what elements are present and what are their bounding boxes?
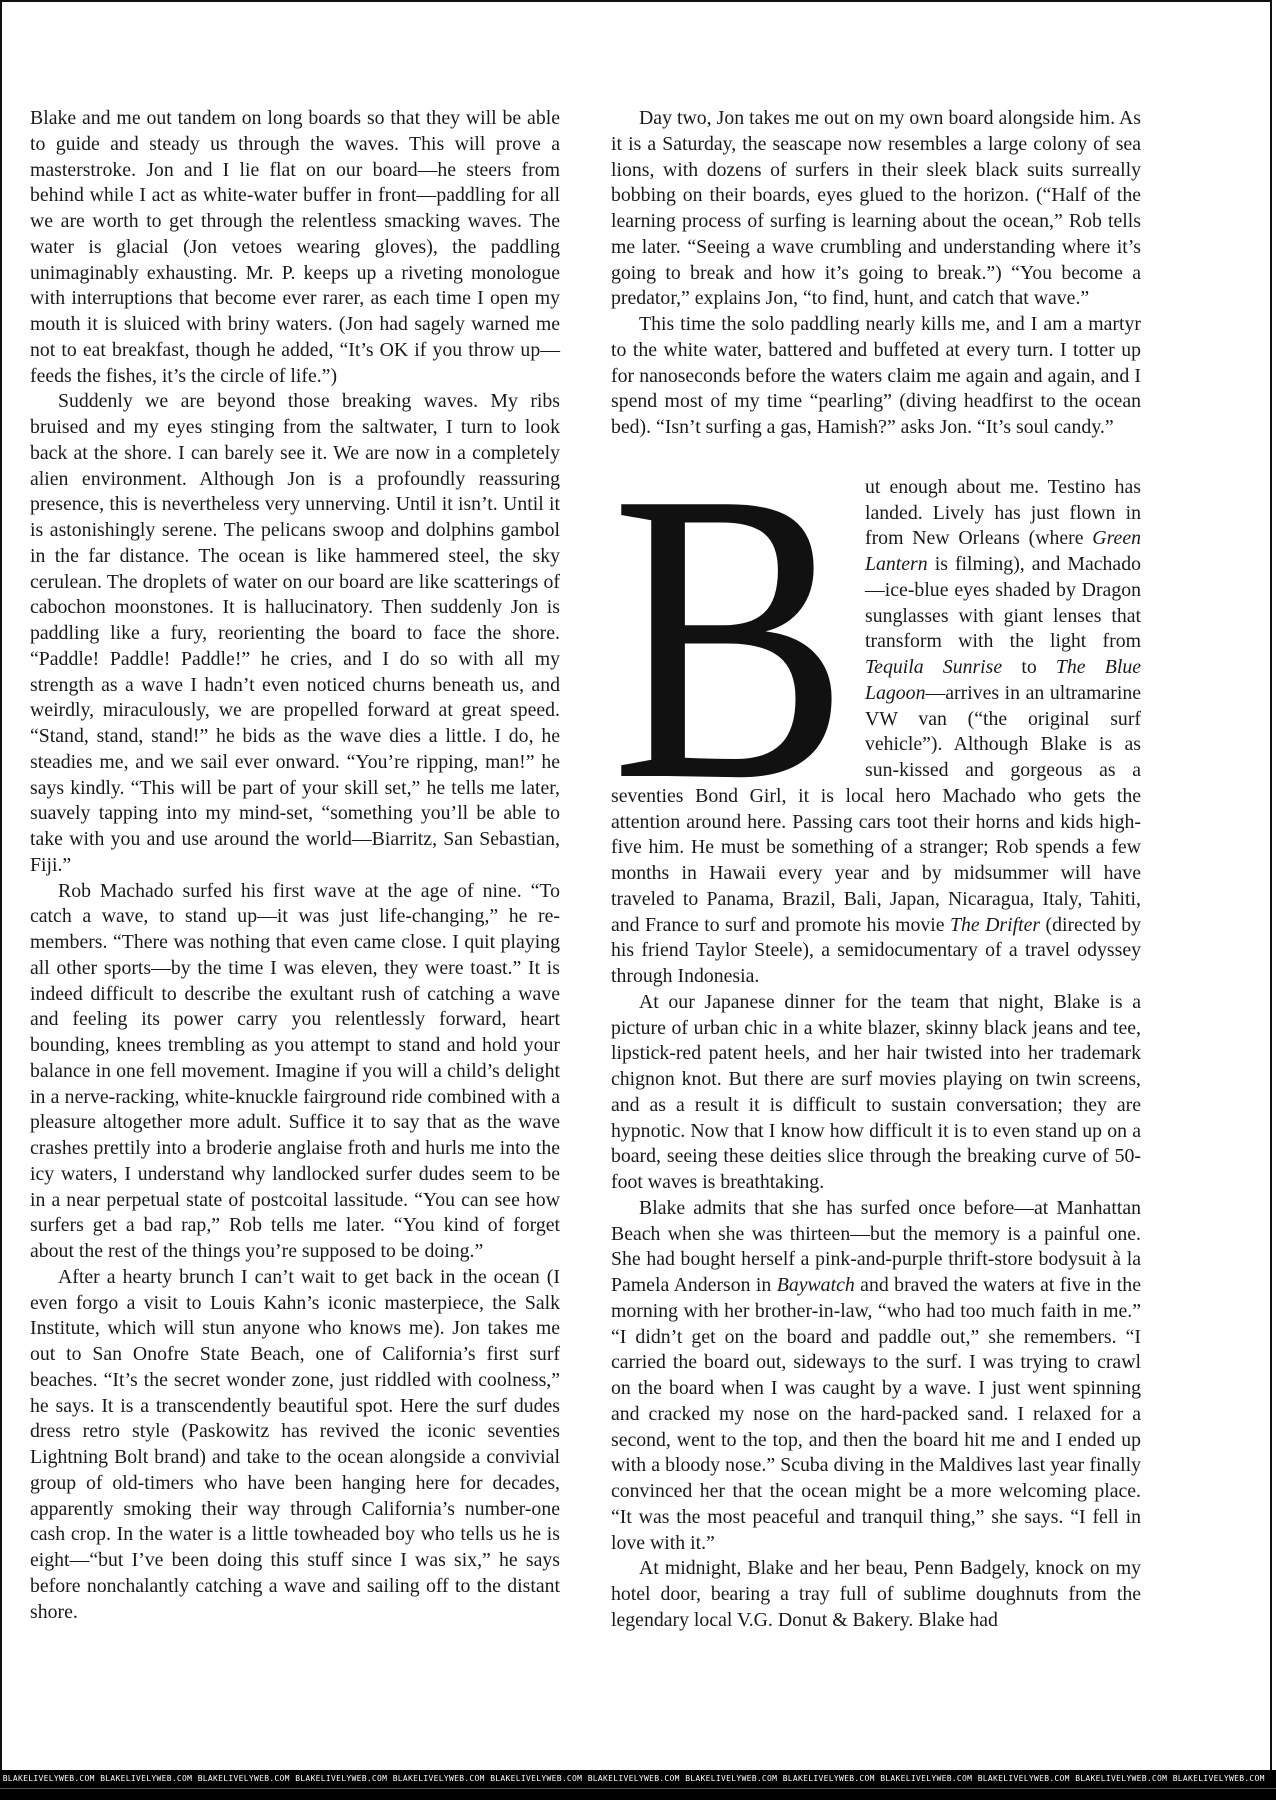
film-title: The Blue Lagoon xyxy=(865,656,1142,704)
text-run: Blake admits that she has surfed once before—at Manhattan Beach when she was thirteen—but the memory is a painful one. She had bought herself a pink-and-purple thrift-store bodysuit à la Pamela Anderson in xyxy=(611,1196,1141,1296)
watermark-footer xyxy=(0,1770,1276,1800)
film-title: Tequila Sunrise xyxy=(865,656,1003,678)
show-title: Baywatch xyxy=(776,1274,855,1296)
text-run: —arrives in an ultramarine VW van (“the original surf vehicle”). Although Blake is as sun-kissed and gorgeous as a seventies Bond Girl, it is local hero Machado who gets the attention around here. Passing cars toot their horns and kids high-five him. He must be something of a stranger; Rob spends a few months in Hawaii every year and by midsummer will have traveled to Panama, Brazil, Bali, Japan, Nicaragua, Italy, Tahiti, and France to surf and promote his movie xyxy=(611,681,1141,936)
watermark-text: BLAKELIVELYWEB.COM xyxy=(782,1774,875,1783)
watermark-text: BLAKELIVELYWEB.COM xyxy=(100,1774,193,1783)
paragraph: This time the solo paddling nearly kills me, and I am a martyr to the white water, battered and buffeted at every turn. I totter up for nanoseconds before the waters claim me again and again, and I spend most of my time “pearling” (diving headfirst to the ocean bed). “Isn’t surfing a gas, Hamish?” asks Jon. “It’s soul candy.” xyxy=(611,313,1141,438)
watermark-text: BLAKELIVELYWEB.COM xyxy=(392,1774,485,1783)
footer-rule xyxy=(0,1788,1276,1789)
paragraph: At our Japanese dinner for the team that night, Blake is a picture of urban chic in a white blazer, skinny black jeans and tee, lipstick-red patent heels, and her hair twisted into her trademark chignon knot. But there are surf movies playing on twin screens, and as a result it is difficult to sustain conversation; they are hypnotic. Now that I know how difficult it is to even stand up on a board, seeing these deities slice through the breaking curve of 50-foot waves is breathtaking. xyxy=(611,990,1141,1193)
drop-cap-glyph: B xyxy=(611,477,849,782)
watermark-text: BLAKELIVELYWEB.COM xyxy=(1075,1774,1168,1783)
watermark-text: BLAKELIVELYWEB.COM xyxy=(490,1774,583,1783)
film-title: The Drifter xyxy=(950,913,1041,936)
text-run: is filming), and Machado—ice-blue eyes shaded by Dragon sunglasses with giant lenses that transform with the light from xyxy=(865,553,1141,653)
drop-cap-paragraph xyxy=(611,475,1141,990)
watermark-text: BLAKELIVELYWEB.COM xyxy=(880,1774,973,1783)
text-run: ut enough about me. Testino has landed. Lively has just flown in from New Orleans (where xyxy=(865,475,1141,550)
watermark-text: BLAKELIVELYWEB.COM xyxy=(295,1774,388,1783)
watermark-text: BLAKELIVELYWEB.COM xyxy=(197,1774,290,1783)
watermark-text: BLAKELIVELYWEB.COM xyxy=(2,1774,95,1783)
drop-cap-letter xyxy=(611,478,853,782)
paragraph: Rob Machado surfed his first wave at the age of nine. “To catch a wave, to stand up—it was just life-changing,” he remembers. “There was nothing that even came close. I quit playing all other sports—by the time I was eleven, they were toast.” It is indeed difficult to describe the exultant rush of catching a wave and feeling its power carry you relentlessly forward, heart bounding, knees trembling as you attempt to stand and hold your balance in one fell movement. Imagine if you will a child’s delight in a nerve-racking, white-knuckle fairground ride combined with a pleasure altogether more adult. Suffice it to say that as the wave crashes prettily into a broderie anglaise froth and hurls me into the icy waters, I understand why landlocked surfer dudes seem to be in a near perpetual state of postcoital lassitude. “You can see how surfers get a bad rap,” Rob tells me later. “You kind of forget about the rest of the things you’re supposed to be doing.” xyxy=(30,879,560,1262)
watermark-text: BLAKELIVELYWEB.COM xyxy=(977,1774,1070,1783)
text-run: and braved the waters at five in the morning with her brother-in-law, “who had too much faith in me.” “I didn’t get on the board and paddle out,” she remembers. “I carried the board out, sideways to the surf. I was trying to crawl on the board when I was caught by a wave. I just went spinning and cracked my nose on the hard-packed sand. I relaxed for a second, went to the top, and then the board hit me and I ended up with a bloody nose.” Scuba diving in the Maldives last year finally convinced her that the ocean might be a more welcoming place. “It was the most peaceful and tranquil thing,” she says. “I fell in love with it.” xyxy=(611,1274,1141,1554)
film-title: Green Lantern xyxy=(865,527,1141,575)
text-run: (directed by his friend Taylor Steele), a semidocumentary of a travel odyssey through Indonesia. xyxy=(611,913,1141,987)
left-column xyxy=(30,106,560,1625)
watermark-text: BLAKELIVELYWEB.COM xyxy=(685,1774,778,1783)
watermark-text: BLAKELIVELYWEB.COM xyxy=(1172,1774,1265,1783)
paragraph: Day two, Jon takes me out on my own board alongside him. As it is a Saturday, the seascape now resembles a large colony of sea lions, with dozens of surfers in their sleek black suits surreally bobbing on their boards, eyes glued to the horizon. (“Half of the learning process of surfing is learning about the ocean,” Rob tells me later. “Seeing a wave crumbling and understanding where it’s going to break and how it’s going to break.”) “You become a predator,” explains Jon, “to find, hunt, and catch that wave.” xyxy=(611,107,1141,310)
right-column xyxy=(611,106,1141,1634)
watermark-text: BLAKELIVELYWEB.COM xyxy=(587,1774,680,1783)
section-break xyxy=(611,441,1141,475)
paragraph: At midnight, Blake and her beau, Penn Badgely, knock on my hotel door, bearing a tray full of sublime doughnuts from the legendary local V.G. Donut & Bakery. Blake had xyxy=(611,1557,1141,1631)
paragraph: After a hearty brunch I can’t wait to get back in the ocean (I even forgo a visit to Louis Kahn’s iconic masterpiece, the Salk Institute, which will stun anyone who knows me). Jon takes me out to San Onofre State Beach, one of California’s first surf beaches. “It’s the secret wonder zone, just riddled with coolness,” he says. It is a transcendently beautiful spot. Here the surf dudes dress retro style (Paskowitz has revived the iconic seventies Lightning Bolt brand) and take to the ocean alongside a convivial group of old-timers who have been hanging here for decades, apparently smoking their way through California’s number-one cash crop. In the water is a little towheaded boy who tells us he is eight—“but I’ve been doing this stuff since I was six,” he says before nonchalantly catching a wave and sailing off to the distant shore. xyxy=(30,1265,560,1623)
paragraph: Suddenly we are beyond those breaking waves. My ribs bruised and my eyes stinging from the saltwater, I turn to look back at the shore. I can barely see it. We are now in a completely alien environment. Although Jon is a profoundly reassuring presence, this is nevertheless very unnerving. Until it isn’t. Until it is astonishingly serene. The pelicans swoop and dolphins gambol in the far distance. The ocean is like hammered steel, the sky cerulean. The droplets of water on our board are like scatterings of cabochon moonstones. It is hallucinatory. Then suddenly Jon is paddling like a fury, reorienting the board to face the shore. “Paddle! Paddle! Paddle!” he cries, and I do so with all my strength as a wave I hadn’t even noticed churns beneath us, and weirdly, miraculously, we are propelled forward at great speed. “Stand, stand, stand!” he bids as the wave dies a little. I do, he steadies me, and we sail ever onward. “You’re ripping, man!” he says kindly. “This will be part of your skill set,” he tells me later, suavely tapping into my mind-set, “something you’ll be able to take with you and use around the world—Biarritz, San Sebastian, Fiji.” xyxy=(30,390,560,876)
text-run: to xyxy=(1002,656,1056,678)
paragraph: Blake and me out tandem on long boards so that they will be able to guide and steady us through the waves. This will prove a masterstroke. Jon and I lie flat on our board—he steers from behind while I act as white-water buffer in front—paddling for all we are worth to get through the relentless smacking waves. The water is glacial (Jon vetoes wearing gloves), the paddling unimaginably exhausting. Mr. P. keeps up a riveting monologue with interruptions that become ever rarer, as each time I open my mouth it is sluiced with briny waters. (Jon had sagely warned me not to eat breakfast, though he added, “It’s OK if you throw up—feeds the fishes, it’s the circle of life.”) xyxy=(30,107,560,387)
paragraph xyxy=(611,1196,1141,1557)
